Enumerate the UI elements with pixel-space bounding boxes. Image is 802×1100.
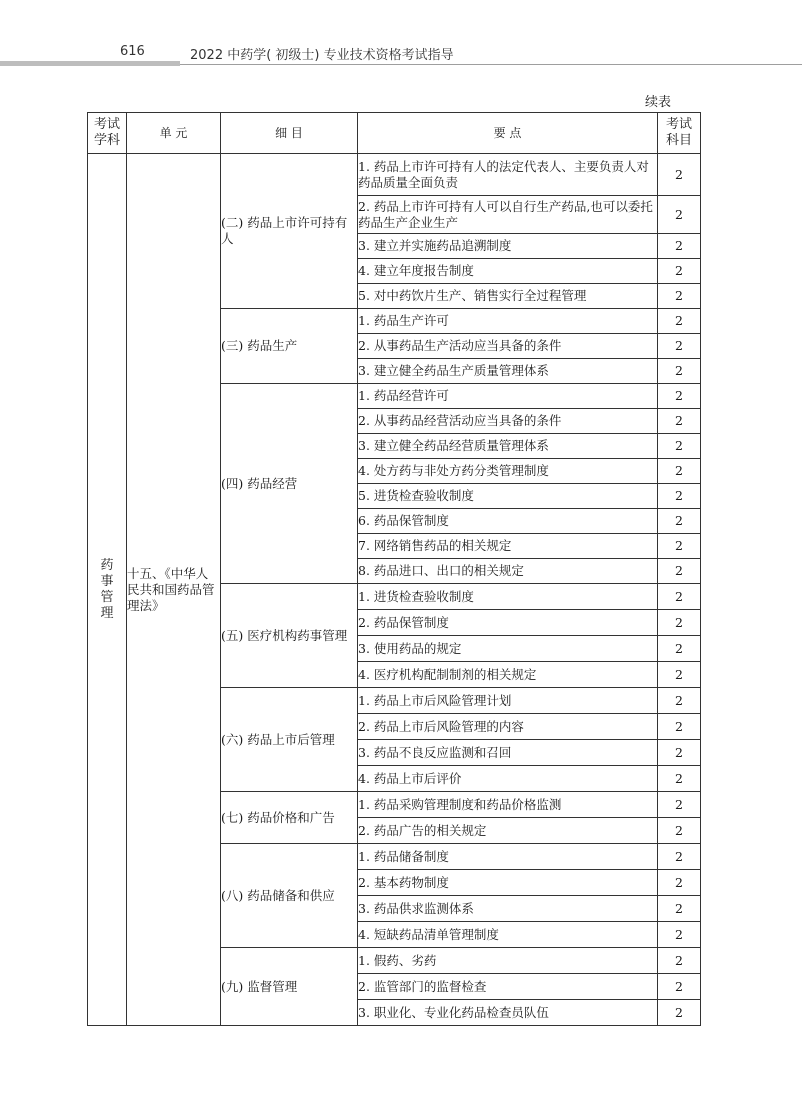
point-cell: 1. 药品经营许可 <box>358 384 658 409</box>
point-cell: 1. 药品生产许可 <box>358 309 658 334</box>
level-cell: 2 <box>658 636 701 662</box>
running-title: 2022 中药学( 初级士) 专业技术资格考试指导 <box>190 48 454 63</box>
detail-cell <box>221 948 358 1026</box>
point-cell: 5. 进货检查验收制度 <box>358 484 658 509</box>
level-cell: 2 <box>658 409 701 434</box>
point-cell: 2. 药品上市后风险管理的内容 <box>358 714 658 740</box>
level-cell: 2 <box>658 766 701 792</box>
level-cell: 2 <box>658 896 701 922</box>
table-row <box>88 154 701 196</box>
level-cell: 2 <box>658 334 701 359</box>
detail-label: (五) 医疗机构药事管理 <box>221 627 348 643</box>
level-cell: 2 <box>658 792 701 818</box>
level-cell: 2 <box>658 196 701 234</box>
point-cell: 5. 对中药饮片生产、销售实行全过程管理 <box>358 284 658 309</box>
point-cell: 1. 药品上市许可持有人的法定代表人、主要负责人对药品质量全面负责 <box>358 154 658 196</box>
continued-label: 续表 <box>645 95 672 110</box>
header-unit: 单 元 <box>127 113 221 154</box>
detail-label: (七) 药品价格和广告 <box>221 809 335 825</box>
point-cell: 4. 建立年度报告制度 <box>358 259 658 284</box>
level-cell: 2 <box>658 584 701 610</box>
level-cell: 2 <box>658 559 701 584</box>
subject-label: 药事管理 <box>100 557 114 621</box>
detail-label: (二) 药品上市许可持有人 <box>221 215 348 246</box>
subject-cell <box>88 154 127 1026</box>
detail-cell <box>221 154 358 309</box>
level-cell: 2 <box>658 309 701 334</box>
point-cell: 3. 建立健全药品经营质量管理体系 <box>358 434 658 459</box>
table-header-row <box>88 113 701 154</box>
point-cell: 1. 进货检查验收制度 <box>358 584 658 610</box>
detail-cell <box>221 844 358 948</box>
level-cell: 2 <box>658 1000 701 1026</box>
point-cell: 3. 药品供求监测体系 <box>358 896 658 922</box>
unit-cell <box>127 154 221 1026</box>
point-cell: 1. 假药、劣药 <box>358 948 658 974</box>
exam-outline-table <box>87 112 701 1026</box>
unit-label: 十五、《中华人民共和国药品管理法》 <box>127 565 215 613</box>
level-cell: 2 <box>658 434 701 459</box>
header-level: 考试科目 <box>658 113 701 154</box>
level-cell: 2 <box>658 922 701 948</box>
level-cell: 2 <box>658 459 701 484</box>
detail-label: (三) 药品生产 <box>221 338 298 353</box>
level-cell: 2 <box>658 870 701 896</box>
level-cell: 2 <box>658 154 701 196</box>
detail-cell <box>221 584 358 688</box>
point-cell: 2. 从事药品经营活动应当具备的条件 <box>358 409 658 434</box>
point-cell: 8. 药品进口、出口的相关规定 <box>358 559 658 584</box>
point-cell: 3. 药品不良反应监测和召回 <box>358 740 658 766</box>
detail-cell <box>221 309 358 384</box>
point-cell: 3. 建立并实施药品追溯制度 <box>358 234 658 259</box>
header-detail: 细 目 <box>221 113 358 154</box>
point-cell: 2. 监管部门的监督检查 <box>358 974 658 1000</box>
point-cell: 6. 药品保管制度 <box>358 509 658 534</box>
level-cell: 2 <box>658 740 701 766</box>
header-point: 要 点 <box>358 113 658 154</box>
level-cell: 2 <box>658 384 701 409</box>
detail-label: (九) 监督管理 <box>221 978 298 994</box>
level-cell: 2 <box>658 948 701 974</box>
point-cell: 1. 药品采购管理制度和药品价格监测 <box>358 792 658 818</box>
detail-cell <box>221 688 358 792</box>
point-cell: 1. 药品上市后风险管理计划 <box>358 688 658 714</box>
header-rule <box>180 64 802 65</box>
point-cell: 2. 基本药物制度 <box>358 870 658 896</box>
point-cell: 7. 网络销售药品的相关规定 <box>358 534 658 559</box>
level-cell: 2 <box>658 818 701 844</box>
level-cell: 2 <box>658 234 701 259</box>
point-cell: 3. 职业化、专业化药品检查员队伍 <box>358 1000 658 1026</box>
level-cell: 2 <box>658 284 701 309</box>
level-cell: 2 <box>658 714 701 740</box>
point-cell: 2. 药品保管制度 <box>358 610 658 636</box>
detail-cell <box>221 792 358 844</box>
level-cell: 2 <box>658 974 701 1000</box>
level-cell: 2 <box>658 844 701 870</box>
point-cell: 4. 药品上市后评价 <box>358 766 658 792</box>
level-cell: 2 <box>658 662 701 688</box>
point-cell: 2. 从事药品生产活动应当具备的条件 <box>358 334 658 359</box>
level-cell: 2 <box>658 688 701 714</box>
point-cell: 3. 建立健全药品生产质量管理体系 <box>358 359 658 384</box>
level-cell: 2 <box>658 259 701 284</box>
header-subject: 考试学科 <box>88 113 127 154</box>
level-cell: 2 <box>658 509 701 534</box>
detail-label: (六) 药品上市后管理 <box>221 731 335 747</box>
page-number: 616 <box>120 44 145 59</box>
level-cell: 2 <box>658 610 701 636</box>
header-rule-accent <box>0 61 180 66</box>
detail-label: (八) 药品储备和供应 <box>221 887 335 903</box>
point-cell: 4. 短缺药品清单管理制度 <box>358 922 658 948</box>
point-cell: 4. 医疗机构配制制剂的相关规定 <box>358 662 658 688</box>
point-cell: 2. 药品广告的相关规定 <box>358 818 658 844</box>
level-cell: 2 <box>658 359 701 384</box>
detail-label: (四) 药品经营 <box>221 475 298 491</box>
point-cell: 4. 处方药与非处方药分类管理制度 <box>358 459 658 484</box>
level-cell: 2 <box>658 534 701 559</box>
point-cell: 1. 药品储备制度 <box>358 844 658 870</box>
point-cell: 2. 药品上市许可持有人可以自行生产药品,也可以委托药品生产企业生产 <box>358 196 658 234</box>
level-cell: 2 <box>658 484 701 509</box>
page-header <box>0 0 802 70</box>
detail-cell <box>221 384 358 584</box>
point-cell: 3. 使用药品的规定 <box>358 636 658 662</box>
